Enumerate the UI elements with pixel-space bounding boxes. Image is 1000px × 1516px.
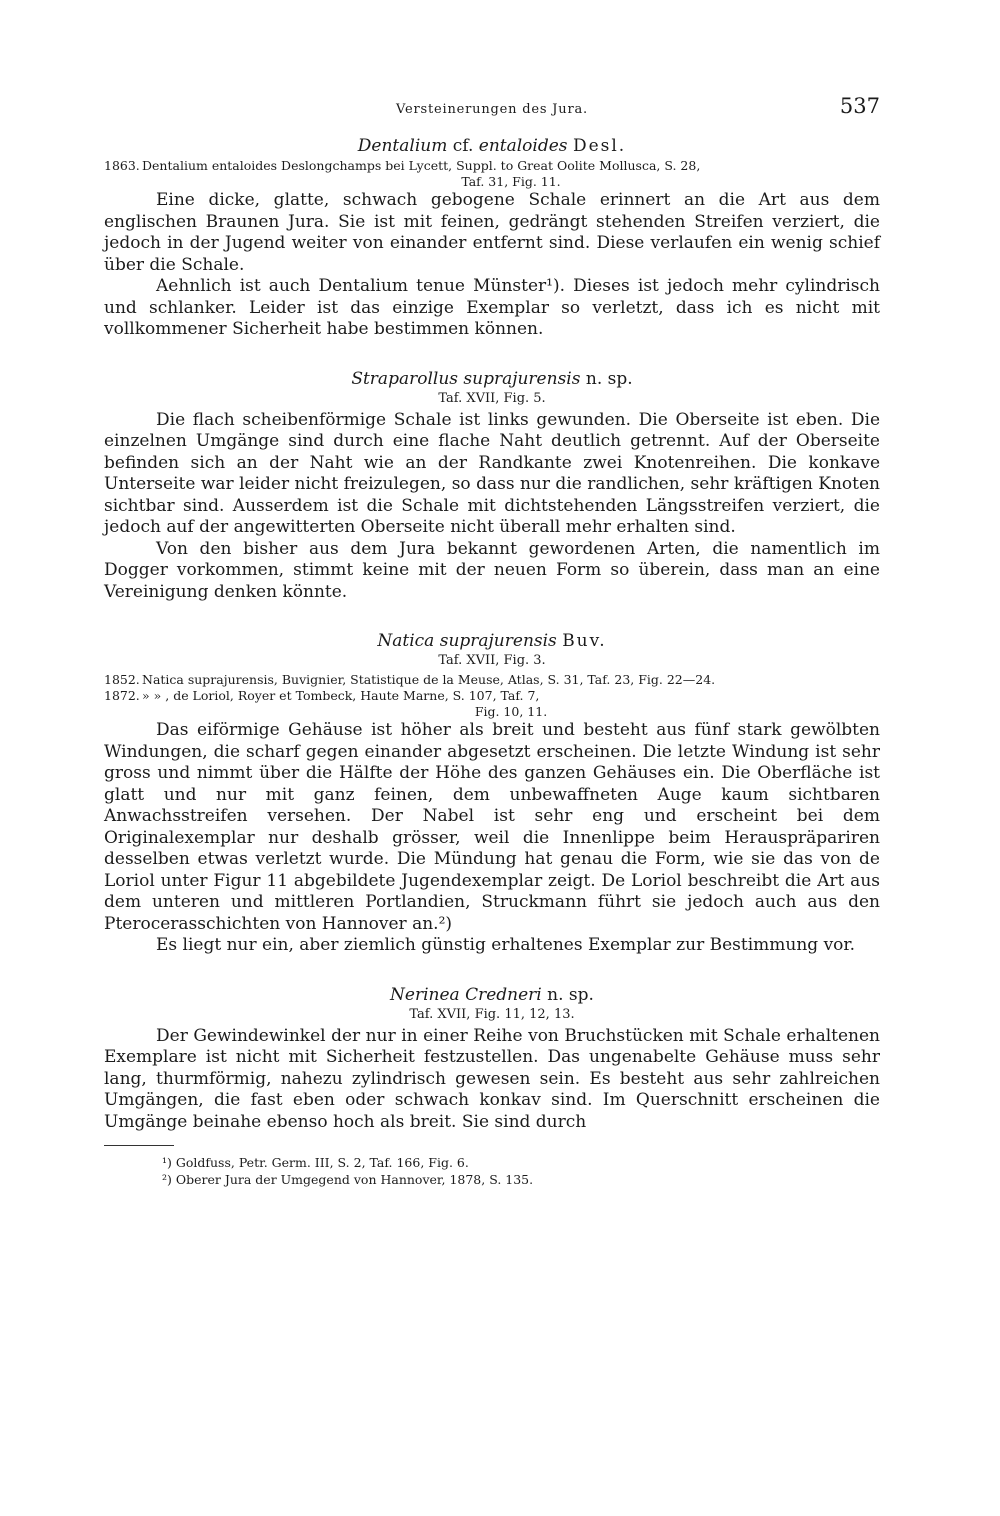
paragraph: Aehnlich ist auch Dentalium tenue Münster¹). Dieses ist jedoch mehr cylindrisch und schlanker. Leider ist das einzige Exemplar so verletzt, dass ich es nicht mit vollkommener Sicherheit habe bestimmen können. bbox=[104, 276, 880, 339]
title-author: n. sp. bbox=[585, 368, 633, 389]
synonymy-year: 1852. bbox=[104, 672, 140, 687]
paragraph: Der Gewindewinkel der nur in einer Reihe von Bruchstücken mit Schale erhaltenen Exemplare ist nicht mit Sicherheit festzustellen. Das ungenabelte Gehäuse muss sehr lang, thurmförmig, nahezu zylindrisch gewesen sein. Es besteht aus sehr zahlreichen Umgängen, die fast eben oder schwach konkav sind. Im Querschnitt erscheinen die Umgänge beinahe ebenso hoch als breit. Sie sind durch bbox=[104, 1025, 880, 1132]
paragraph: Von den bisher aus dem Jura bekannt gewordenen Arten, die namentlich im Dogger vorkommen, stimmt keine mit der neuen Form so überein, dass man an eine Vereinigung denken könnte. bbox=[104, 538, 880, 602]
synonymy-year: 1863. bbox=[104, 158, 140, 173]
synonymy-entry bbox=[104, 672, 880, 688]
running-header bbox=[104, 88, 880, 128]
paragraph: Eine dicke, glatte, schwach gebogene Schale erinnert an die Art aus dem englischen Braunen Jura. Sie ist mit feinen, gedrängt stehenden Streifen verziert, die jedoch in der Jugend weiter von einander entfernt sind. Diese verlaufen ein wenig schief über die Schale. bbox=[104, 190, 880, 275]
synonymy-entry bbox=[104, 158, 880, 190]
page-number: 537 bbox=[839, 94, 880, 118]
synonymy-text: Natica suprajurensis, Buvignier, Statistique de la Meuse, Atlas, S. 31, Taf. 23, Fig. 22—24. bbox=[142, 672, 716, 687]
section-title-dentalium bbox=[104, 136, 880, 156]
section-title-nerinea bbox=[104, 985, 880, 1005]
species-name: Nerinea Credneri bbox=[390, 984, 542, 1005]
plate-reference: Taf. XVII, Fig. 5. bbox=[438, 390, 546, 406]
synonymy-entry bbox=[104, 688, 880, 720]
plate-reference: Taf. XVII, Fig. 11, 12, 13. bbox=[409, 1006, 575, 1022]
running-title: Versteinerungen des Jura. bbox=[396, 102, 588, 117]
synonymy-continuation: Taf. 31, Fig. 11. bbox=[461, 174, 561, 189]
synonymy-text: Dentalium entaloides Deslongchamps bei Lycett, Suppl. to Great Oolite Mollusca, S. 28, bbox=[142, 158, 701, 173]
page bbox=[104, 88, 880, 1188]
genus-name: Dentalium bbox=[357, 136, 448, 156]
section-title-straparollus bbox=[104, 369, 880, 389]
footnote: ¹) Goldfuss, Petr. Germ. III, S. 2, Taf. 166, Fig. 6. bbox=[162, 1155, 469, 1170]
species-name: entaloides bbox=[478, 136, 568, 156]
synonymy-continuation: Fig. 10, 11. bbox=[474, 704, 548, 719]
synonymy-text: » » , de Loriol, Royer et Tombeck, Haute Marne, S. 107, Taf. 7, bbox=[142, 688, 540, 703]
title-author: Desl. bbox=[572, 136, 627, 156]
footnote: ²) Oberer Jura der Umgegend von Hannover, 1878, S. 135. bbox=[162, 1172, 534, 1187]
paragraph: Das eiförmige Gehäuse ist höher als breit und besteht aus fünf stark gewölbten Windungen, die scharf gegen einander abgesetzt erscheinen. Die letzte Windung ist sehr gross und nimmt über die Hälfte der Höhe des ganzen Gehäuses ein. Die Oberfläche ist glatt und nur mit ganz feinen, dem unbewaffneten Auge kaum sichtbaren Anwachsstreifen versehen. Der Nabel ist sehr eng und erscheint bei dem Originalexemplar nur deshalb grösser, weil die Innenlippe beim Herauspräpariren desselben etwas verletzt wurde. Die Mündung hat genau die Form, wie sie das von de Loriol unter Figur 11 abgebildete Jugendexemplar zeigt. De Loriol beschreibt die Art aus dem unteren und mittleren Portlandien, Struckmann führt sie jedoch auch aus den Pterocerasschichten von Hannover an.²) bbox=[104, 720, 880, 934]
title-author: Buv. bbox=[562, 631, 607, 651]
species-name: Straparollus suprajurensis bbox=[351, 368, 581, 389]
synonymy-year: 1872. bbox=[104, 688, 140, 703]
footnote-rule bbox=[104, 1145, 174, 1146]
section-title-natica bbox=[104, 631, 880, 651]
title-author: n. sp. bbox=[547, 984, 594, 1005]
paragraph: Die flach scheibenförmige Schale ist links gewunden. Die Oberseite ist eben. Die einzelnen Umgänge sind durch eine flache Naht deutlich getrennt. Auf der Oberseite befinden sich an der Naht wie an der Randkante zwei Knotenreihen. Die konkave Unterseite war leider nicht freizulegen, so dass nur die randlichen, sehr kräftigen Knoten sichtbar sind. Ausserdem ist die Schale mit dichtstehenden Längsstreifen verziert, die jedoch auf der angewitterten Oberseite nicht überall mehr erhalten sind. bbox=[104, 409, 880, 537]
plate-reference: Taf. XVII, Fig. 3. bbox=[438, 653, 546, 668]
paragraph: Es liegt nur ein, aber ziemlich günstig erhaltenes Exemplar zur Bestimmung vor. bbox=[156, 935, 856, 955]
title-qualifier: cf. bbox=[447, 136, 479, 156]
species-name: Natica suprajurensis bbox=[377, 631, 557, 651]
